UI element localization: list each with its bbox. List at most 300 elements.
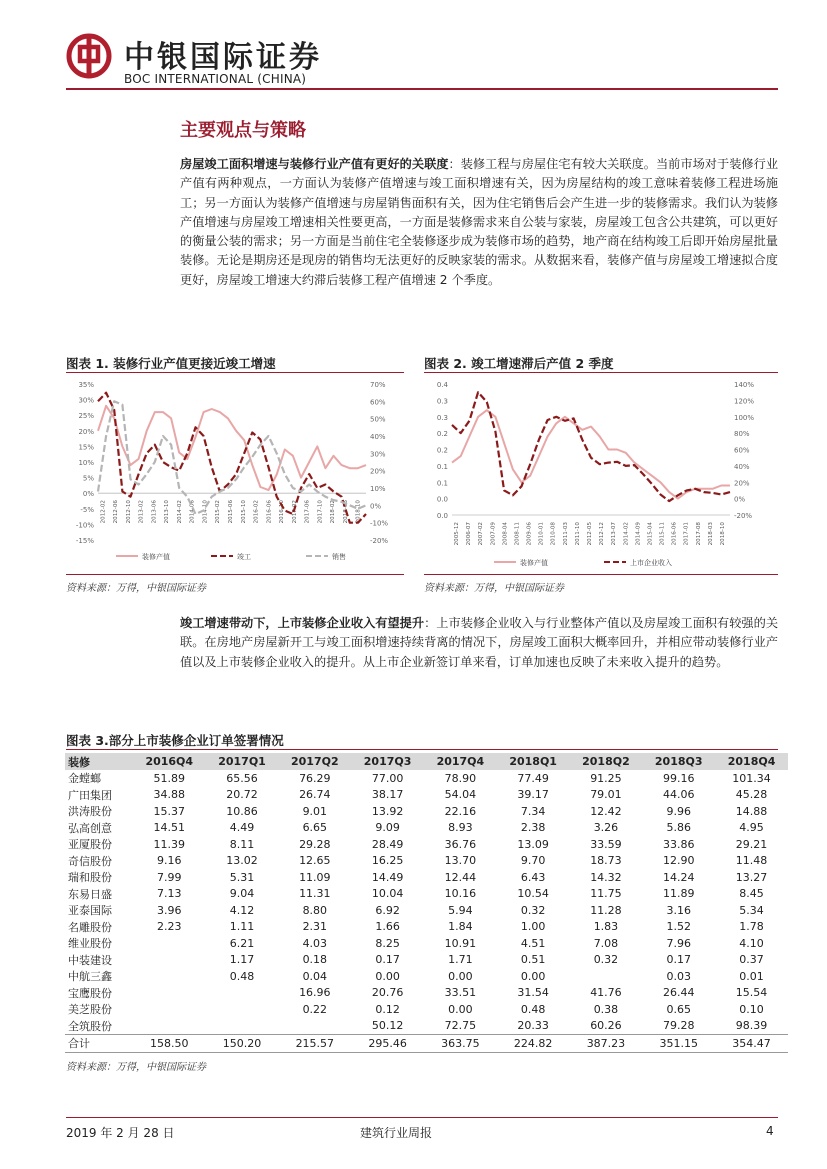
table-cell: 150.20 [206, 1035, 279, 1053]
table-cell: 26.44 [662, 986, 695, 1000]
table-header-cell: 2018Q4 [715, 753, 788, 770]
x-tick-label: 2018-10 [355, 500, 362, 524]
x-tick-label: 2017-02 [291, 500, 298, 524]
y-right-tick-label: 30% [370, 450, 386, 459]
y-right-tick-label: 100% [734, 413, 755, 422]
y-left-tick-label: 30% [78, 396, 94, 405]
table-cell: 44.06 [662, 788, 695, 802]
y-left-tick-label: 0.1 [436, 462, 448, 471]
table-cell: 11.39 [153, 837, 185, 851]
table-cell: 1.66 [375, 920, 400, 934]
table-cell: 中装建设 [68, 953, 112, 967]
table-cell [133, 1018, 206, 1035]
x-tick-label: 2014-10 [202, 500, 209, 524]
table-header-cell: 2017Q2 [278, 753, 351, 770]
table-header-cell: 2018Q1 [497, 753, 570, 770]
table-cell: 1.71 [448, 953, 473, 967]
table-cell: 亚厦股份 [68, 838, 112, 852]
table-cell: 1.52 [666, 920, 691, 934]
page-number: 4 [766, 1124, 774, 1138]
x-tick-label: 2017-10 [317, 500, 324, 524]
table-cell: 6.43 [520, 870, 546, 884]
table-cell: 0.17 [666, 953, 691, 967]
x-tick-label: 2013-10 [164, 500, 171, 524]
y-left-tick-label: 20% [78, 427, 94, 436]
table-row [65, 836, 788, 853]
table-cell: 22.16 [444, 804, 477, 818]
x-tick-label: 2013-02 [138, 500, 145, 524]
table-cell: 0.65 [666, 1002, 691, 1016]
table-cell: 3.16 [666, 903, 691, 917]
table-cell: 4.49 [229, 821, 255, 835]
x-tick-label: 2018-02 [330, 500, 337, 524]
orders-table [65, 753, 788, 1053]
x-tick-label: 2015-06 [228, 500, 234, 524]
table-row [65, 853, 788, 870]
figure-2-rule [424, 372, 778, 373]
y-right-tick-label: 10% [370, 485, 386, 493]
table-cell: 0.00 [375, 969, 400, 983]
y-left-tick-label: 0.1 [436, 479, 448, 488]
table-cell: 11.28 [590, 903, 622, 917]
table-cell: 13.92 [371, 804, 404, 818]
table-cell: 39.17 [517, 788, 549, 802]
table-cell: 7.96 [666, 936, 691, 950]
table-cell: 14.88 [735, 804, 768, 818]
table-cell: 0.00 [520, 969, 546, 983]
y-right-tick-label: 20% [370, 467, 386, 476]
table-cell: 79.01 [590, 788, 622, 802]
table-cell: 8.25 [375, 936, 400, 950]
table-cell [133, 968, 206, 985]
table-cell: 奇信股份 [68, 854, 112, 868]
table-cell: 15.37 [153, 804, 185, 818]
x-tick-label: 2018-06 [342, 500, 349, 524]
table-cell: 全筑股份 [68, 1019, 112, 1033]
table-cell: 50.12 [371, 1019, 404, 1033]
table-cell: 79.28 [662, 1019, 695, 1033]
table-cell: 10.16 [444, 887, 477, 901]
figure-2-source-rule [424, 574, 778, 575]
table-cell: 7.34 [520, 804, 546, 818]
table-cell: 1.17 [229, 953, 255, 967]
table-cell: 31.54 [517, 986, 549, 1000]
table-cell: 20.72 [226, 788, 258, 802]
table-row [65, 968, 788, 985]
table-cell: 0.32 [593, 953, 619, 967]
x-tick-label: 2015-11 [659, 522, 666, 546]
table-row [65, 869, 788, 886]
table-row [65, 902, 788, 919]
y-right-tick-label: 20% [734, 479, 750, 488]
x-tick-label: 2014-06 [189, 500, 196, 524]
x-tick-label: 2010-08 [550, 522, 557, 546]
table-cell: 5.86 [666, 821, 691, 835]
table-cell: 11.09 [299, 870, 331, 884]
table-header-cell: 2017Q1 [206, 753, 279, 770]
table-cell: 7.08 [593, 936, 619, 950]
table-cell: 8.93 [448, 821, 473, 835]
x-tick-label: 2014-02 [176, 500, 183, 524]
table-cell: 10.86 [226, 804, 258, 818]
y-right-tick-label: 0% [734, 495, 746, 504]
y-right-tick-label: 60% [734, 446, 750, 455]
footer-date: 2019 年 2 月 28 日 [66, 1126, 175, 1140]
section-title: 主要观点与策略 [180, 120, 306, 141]
table-cell: 4.03 [302, 936, 328, 950]
x-tick-label: 2014-09 [635, 522, 642, 546]
y-left-tick-label: 0.4 [436, 381, 448, 389]
table-cell: 14.24 [662, 870, 695, 884]
table-cell: 0.17 [375, 953, 400, 967]
x-tick-label: 2007-09 [490, 522, 497, 546]
table-cell: 65.56 [226, 771, 258, 785]
x-tick-label: 2016-10 [279, 500, 286, 524]
table-cell: 72.75 [444, 1019, 477, 1033]
table-cell: 1.78 [739, 920, 764, 934]
table-cell: 3.26 [593, 821, 619, 835]
table-cell: 0.12 [375, 1002, 400, 1016]
table-cell: 1.00 [520, 920, 546, 934]
table-cell: 广田集团 [68, 788, 112, 802]
table-source: 资料来源：万得，中银国际证券 [66, 1062, 206, 1073]
y-left-tick-label: -15% [75, 537, 94, 545]
table-cell: 16.96 [299, 986, 331, 1000]
table-cell: 维业股份 [68, 937, 112, 951]
table-cell: 13.70 [444, 854, 477, 868]
table-cell: 10.54 [517, 887, 549, 901]
table-cell: 3.96 [157, 903, 182, 917]
legend-label: 装修产值 [142, 553, 170, 561]
table-cell: 7.13 [157, 887, 182, 901]
table-cell: 13.27 [735, 870, 768, 884]
x-tick-label: 2007-02 [478, 522, 485, 546]
table-row [65, 919, 788, 936]
table-cell: 美芝股份 [68, 1003, 112, 1017]
table-cell [133, 935, 206, 952]
table-row [65, 803, 788, 820]
table-cell: 78.90 [444, 771, 477, 785]
table-cell: 合计 [65, 1035, 133, 1053]
table-cell: 9.01 [302, 804, 328, 818]
y-right-tick-label: -20% [370, 537, 389, 545]
table-cell: 东易日盛 [68, 887, 112, 901]
table-cell: 1.11 [229, 920, 255, 934]
x-tick-label: 2017-08 [695, 522, 702, 546]
table-cell: 0.48 [229, 969, 255, 983]
table-cell [206, 985, 279, 1002]
table-title-rule [66, 749, 778, 750]
table-cell: 13.09 [517, 837, 549, 851]
x-tick-label: 2012-05 [587, 522, 593, 546]
chart-2 [424, 374, 778, 574]
y-right-tick-label: 40% [734, 462, 750, 471]
table-cell: 41.76 [590, 986, 622, 1000]
x-tick-label: 2015-04 [647, 522, 654, 546]
table-cell: 11.75 [590, 887, 622, 901]
table-cell: 28.49 [371, 837, 404, 851]
y-right-tick-label: 80% [734, 430, 750, 439]
table-cell: 12.42 [590, 804, 622, 818]
table-cell: 0.00 [448, 969, 473, 983]
table-cell: 5.31 [229, 870, 255, 884]
table-cell: 0.48 [520, 1002, 546, 1016]
x-tick-label: 2017-06 [304, 500, 311, 524]
table-cell: 54.04 [444, 788, 477, 802]
y-left-tick-label: 0.2 [436, 430, 448, 439]
x-tick-label: 2009-06 [526, 522, 533, 546]
table-header-row [65, 753, 788, 770]
table-cell: 0.37 [739, 953, 764, 967]
table-cell [133, 985, 206, 1002]
table-cell: 2.31 [302, 920, 328, 934]
table-cell: 11.31 [299, 887, 331, 901]
table-cell: 0.10 [739, 1002, 764, 1016]
table-header-cell: 2018Q3 [642, 753, 715, 770]
y-right-tick-label: 0% [370, 502, 382, 511]
table-cell: 8.45 [739, 887, 764, 901]
y-left-tick-label: 35% [78, 381, 94, 389]
y-left-tick-label: 0.2 [436, 446, 448, 455]
table-cell: 9.09 [375, 821, 400, 835]
table-cell: 10.91 [444, 936, 477, 950]
table-cell: 0.18 [302, 953, 328, 967]
x-tick-label: 2016-06 [671, 522, 678, 546]
table-cell: 金螳螂 [68, 772, 101, 786]
table-cell: 0.00 [448, 1002, 473, 1016]
legend-label: 竣工 [237, 553, 251, 561]
header-divider [66, 88, 778, 90]
table-cell: 9.04 [229, 887, 255, 901]
y-right-tick-label: 50% [370, 415, 386, 424]
footer-divider [66, 1117, 778, 1118]
x-tick-label: 2013-07 [611, 522, 618, 546]
x-tick-label: 2011-10 [574, 522, 581, 546]
y-right-tick-label: -10% [370, 519, 389, 528]
x-tick-label: 2014-02 [623, 522, 630, 546]
footer-report-name: 建筑行业周报 [360, 1126, 433, 1140]
x-tick-label: 2015-02 [215, 500, 222, 524]
x-tick-label: 2018-03 [707, 522, 714, 546]
table-cell: 158.50 [133, 1035, 206, 1053]
table-cell: 9.70 [520, 854, 546, 868]
table-cell [278, 1018, 351, 1035]
table-cell: 77.49 [517, 771, 549, 785]
x-tick-label: 2010-01 [538, 522, 545, 546]
table-row [65, 820, 788, 837]
y-right-tick-label: 140% [734, 381, 755, 389]
table-cell: 宝鹰股份 [68, 986, 112, 1000]
x-tick-label: 2016-06 [266, 500, 273, 524]
y-left-tick-label: 0.3 [436, 397, 448, 406]
table-header-cell: 2018Q2 [570, 753, 643, 770]
table-cell: 351.15 [642, 1035, 715, 1053]
x-tick-label: 2015-10 [240, 500, 247, 524]
y-left-tick-label: 0.0 [436, 495, 448, 504]
table-row [65, 952, 788, 969]
x-tick-label: 2012-06 [113, 500, 120, 524]
table-cell: 5.34 [739, 903, 764, 917]
table-cell: 4.95 [739, 821, 764, 835]
table-cell: 弘高创意 [68, 821, 112, 835]
y-left-tick-label: 0.3 [436, 413, 448, 422]
boc-logo-icon [66, 33, 112, 79]
table-cell: 295.46 [351, 1035, 424, 1053]
table-cell: 33.59 [590, 837, 622, 851]
table-cell: 51.89 [153, 771, 185, 785]
x-tick-label: 2008-04 [502, 522, 509, 546]
y-right-tick-label: 70% [370, 381, 386, 389]
table-row [65, 886, 788, 903]
table-cell: 76.29 [299, 771, 331, 785]
paragraph-2-body: ：上市装修企业收入与行业整体产值以及房屋竣工面积有较强的关联。在房地产房屋新开工与竣工面积增速持续背离的情况下，房屋竣工面积大概率回升，并相应带动装修行业产值以及上市装修企业收入的提升。从上市企业新签订单来看，订单加速也反映了未来收入提升的趋势。 [180, 616, 779, 669]
table-cell: 2.23 [157, 920, 182, 934]
table-cell: 99.16 [662, 771, 695, 785]
table-header-cell: 2017Q4 [424, 753, 497, 770]
x-tick-label: 2016-02 [253, 500, 260, 524]
table-cell: 2.38 [520, 821, 546, 835]
company-name-cn: 中银国际证券 [124, 40, 322, 75]
table-cell: 354.47 [715, 1035, 788, 1053]
table-cell: 6.21 [229, 936, 255, 950]
table-cell: 12.90 [662, 854, 695, 868]
x-tick-label: 2017-01 [683, 522, 690, 546]
table-cell: 1.84 [448, 920, 473, 934]
legend-label: 装修产值 [520, 559, 548, 567]
table-cell: 77.00 [371, 771, 404, 785]
table-row [65, 1001, 788, 1018]
table-cell: 14.32 [590, 870, 622, 884]
paragraph-2 [180, 614, 778, 672]
y-right-tick-label: 120% [734, 397, 755, 406]
table-cell: 0.03 [666, 969, 691, 983]
x-tick-label: 2011-03 [562, 522, 569, 546]
table-cell: 38.17 [371, 788, 404, 802]
figure-1-rule [66, 372, 404, 373]
table-header-cell: 2017Q3 [351, 753, 424, 770]
figure-2-source: 资料来源：万得，中银国际证券 [424, 583, 564, 594]
table-cell: 8.80 [302, 903, 328, 917]
table-cell: 8.11 [229, 837, 255, 851]
table-cell: 15.54 [735, 986, 768, 1000]
paragraph-1-body: ：装修工程与房屋住宅有较大关联度。当前市场对于装修行业产值有两种观点，一方面认为装修产值增速与竣工面积增速有关，因为房屋结构的竣工意味着装修工程进场施工；另一方面认为装修产值增速与房屋销售面积有关，因为住宅销售后会产生进一步的装修需求。我们认为装修产值增速与房屋竣工增速相关性要更高，一方面是装修需求来自公装与家装，房屋竣工包含公共建筑，可以更好的衡量公装的需求；另一方面是当前住宅全装修逐步成为装修市场的趋势，地产商在结构竣工后即开始房屋批量装修。无论是期房还是现房的销售均无法更好的反映家装的需求。从数据来看，装修产值与房屋竣工增速拟合度更好，房屋竣工增速大约滞后装修工程产值增速 2 个季度。 [180, 157, 779, 287]
table-total-row [65, 1035, 788, 1053]
table-cell [570, 968, 643, 985]
table-title: 图表 3.部分上市装修企业订单签署情况 [66, 733, 284, 748]
table-cell: 33.51 [444, 986, 477, 1000]
y-right-tick-label: -20% [734, 512, 753, 520]
company-name-en: BOC INTERNATIONAL (CHINA) [124, 72, 307, 86]
table-cell: 20.33 [517, 1019, 549, 1033]
table-row [65, 1018, 788, 1035]
table-cell: 7.99 [157, 870, 182, 884]
table-cell [206, 1001, 279, 1018]
x-tick-label: 2013-06 [151, 500, 158, 524]
paragraph-1-lead: 房屋竣工面积增速与装修行业产值有更好的关联度 [180, 157, 449, 171]
table-header-cell: 装修 [65, 753, 133, 770]
table-cell: 4.10 [739, 936, 764, 950]
table-cell: 387.23 [570, 1035, 643, 1053]
y-left-tick-label: 5% [82, 474, 94, 483]
table-cell: 101.34 [732, 771, 771, 785]
table-cell: 6.92 [375, 903, 400, 917]
table-cell: 9.96 [666, 804, 691, 818]
table-cell: 0.38 [593, 1002, 619, 1016]
table-cell: 11.48 [735, 854, 768, 868]
table-cell: 20.76 [371, 986, 404, 1000]
paragraph-2-lead: 竣工增速带动下，上市装修企业收入有望提升 [180, 616, 425, 630]
table-cell: 26.74 [299, 788, 331, 802]
y-left-tick-label: -10% [75, 521, 94, 530]
table-cell: 洪涛股份 [68, 805, 112, 819]
figure-1-source: 资料来源：万得，中银国际证券 [66, 583, 206, 594]
table-cell: 12.44 [444, 870, 477, 884]
x-tick-label: 2012-10 [125, 500, 132, 524]
table-cell: 29.28 [299, 837, 331, 851]
table-cell: 34.88 [153, 788, 185, 802]
table-cell: 14.51 [153, 821, 185, 835]
table-cell: 9.16 [157, 854, 182, 868]
table-cell: 名雕股份 [68, 920, 112, 934]
table-cell: 5.94 [448, 903, 473, 917]
table-cell: 4.12 [229, 903, 255, 917]
figure-1-source-rule [66, 574, 404, 575]
table-cell [133, 1001, 206, 1018]
table-cell: 0.04 [302, 969, 328, 983]
x-tick-label: 2005-12 [454, 522, 461, 546]
table-cell: 36.76 [444, 837, 477, 851]
table-row [65, 985, 788, 1002]
table-cell: 215.57 [278, 1035, 351, 1053]
table-cell: 98.39 [735, 1019, 768, 1033]
table-cell: 亚泰国际 [68, 904, 112, 918]
table-cell: 11.89 [662, 887, 695, 901]
series-line [452, 392, 730, 501]
chart-1 [66, 374, 404, 574]
table-cell: 0.01 [739, 969, 764, 983]
table-row [65, 787, 788, 804]
x-tick-label: 2006-07 [466, 522, 473, 546]
paragraph-1 [180, 155, 778, 290]
table-cell: 363.75 [424, 1035, 497, 1053]
table-cell: 10.04 [371, 887, 404, 901]
table-cell: 45.28 [735, 788, 768, 802]
y-left-tick-label: 15% [78, 443, 94, 452]
figure-1-title: 图表 1. 装修行业产值更接近竣工增速 [66, 356, 276, 371]
legend-label: 上市企业收入 [630, 559, 672, 567]
y-right-tick-label: 60% [370, 398, 386, 407]
table-cell: 0.22 [302, 1002, 328, 1016]
table-cell: 瑞和股份 [68, 871, 112, 885]
table-cell: 中航三鑫 [68, 970, 112, 984]
y-left-tick-label: 10% [78, 459, 94, 467]
table-cell: 16.25 [371, 854, 404, 868]
y-left-tick-label: -5% [80, 505, 94, 514]
legend-label: 销售 [332, 553, 346, 561]
y-left-tick-label: 25% [78, 412, 94, 421]
table-cell: 224.82 [497, 1035, 570, 1053]
table-cell: 13.02 [226, 854, 258, 868]
table-cell: 0.32 [520, 903, 546, 917]
y-right-tick-label: 40% [370, 433, 386, 441]
figure-2-title: 图表 2. 竣工增速滞后产值 2 季度 [424, 356, 614, 371]
table-cell: 60.26 [590, 1019, 622, 1033]
table-cell: 18.73 [590, 854, 622, 868]
table-cell: 1.83 [593, 920, 619, 934]
table-cell: 14.49 [371, 870, 404, 884]
table-cell [206, 1018, 279, 1035]
table-cell: 33.86 [662, 837, 695, 851]
